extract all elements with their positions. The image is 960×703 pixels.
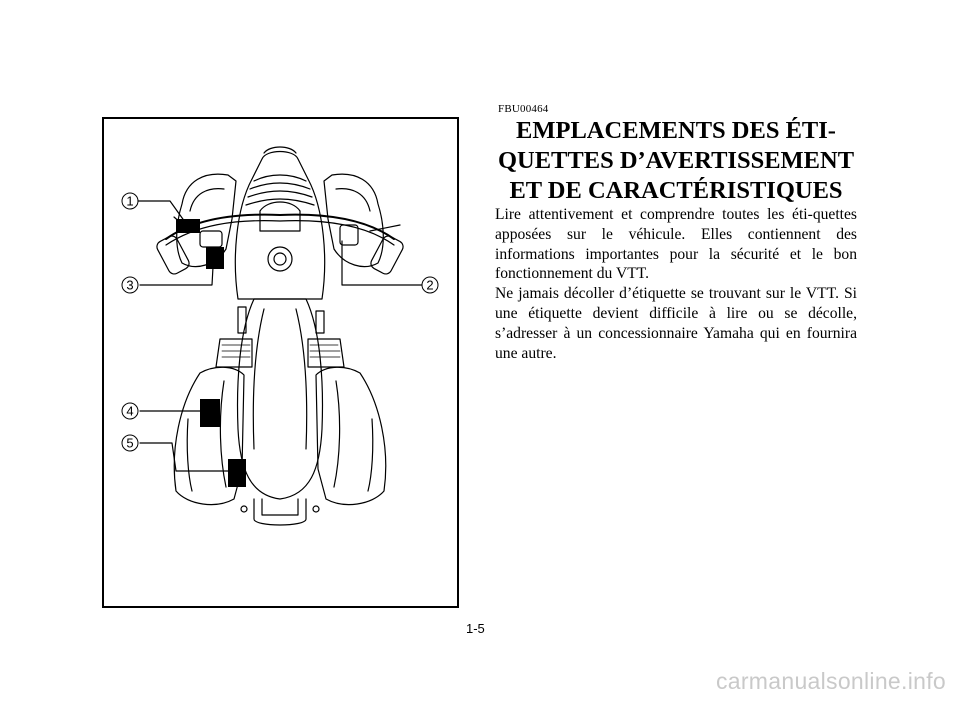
callout-1: 1 xyxy=(126,193,134,209)
section-heading xyxy=(490,116,862,206)
atv-top-view-illustration xyxy=(104,119,457,606)
paragraph-1: Lire attentivement et comprendre toutes les éti-quettes apposées sur le véhicule. Elles contiennent des informations importantes pour la sécurité et le bon fonctionnement du VTT. xyxy=(495,206,857,283)
fuel-tank-outline xyxy=(235,152,324,300)
ignition-switch xyxy=(268,247,292,271)
rear-right-fender xyxy=(316,367,386,504)
seat xyxy=(238,299,323,499)
heading-line-1: EMPLACEMENTS DES ÉTI- xyxy=(516,117,836,144)
callout-3: 3 xyxy=(126,277,134,293)
leader-line-5 xyxy=(140,443,228,471)
label-3 xyxy=(206,247,224,269)
label-1 xyxy=(176,219,200,233)
callout-5: 5 xyxy=(126,435,134,451)
page-number: 1-5 xyxy=(466,621,485,636)
label-5 xyxy=(228,459,246,487)
document-code: FBU00464 xyxy=(498,103,549,115)
atv-label-locations-figure xyxy=(102,117,459,608)
paragraph-2: Ne jamais décoller d’étiquette se trouvant sur le VTT. Si une étiquette devient difficile à lire ou se décolle, s’adresser à un concessionnaire Yamaha qui en fournira une autre. xyxy=(495,285,857,362)
callout-2: 2 xyxy=(426,277,434,293)
watermark: carmanualsonline.info xyxy=(715,668,946,694)
callout-4: 4 xyxy=(126,403,134,419)
body-text xyxy=(495,205,857,363)
heading-line-3: ET DE CARACTÉRISTIQUES xyxy=(509,177,843,204)
left-switch xyxy=(200,231,222,247)
heading-line-2: QUETTES D’AVERTISSEMENT xyxy=(497,147,855,174)
leader-line-3 xyxy=(140,249,214,285)
label-4 xyxy=(200,399,220,427)
